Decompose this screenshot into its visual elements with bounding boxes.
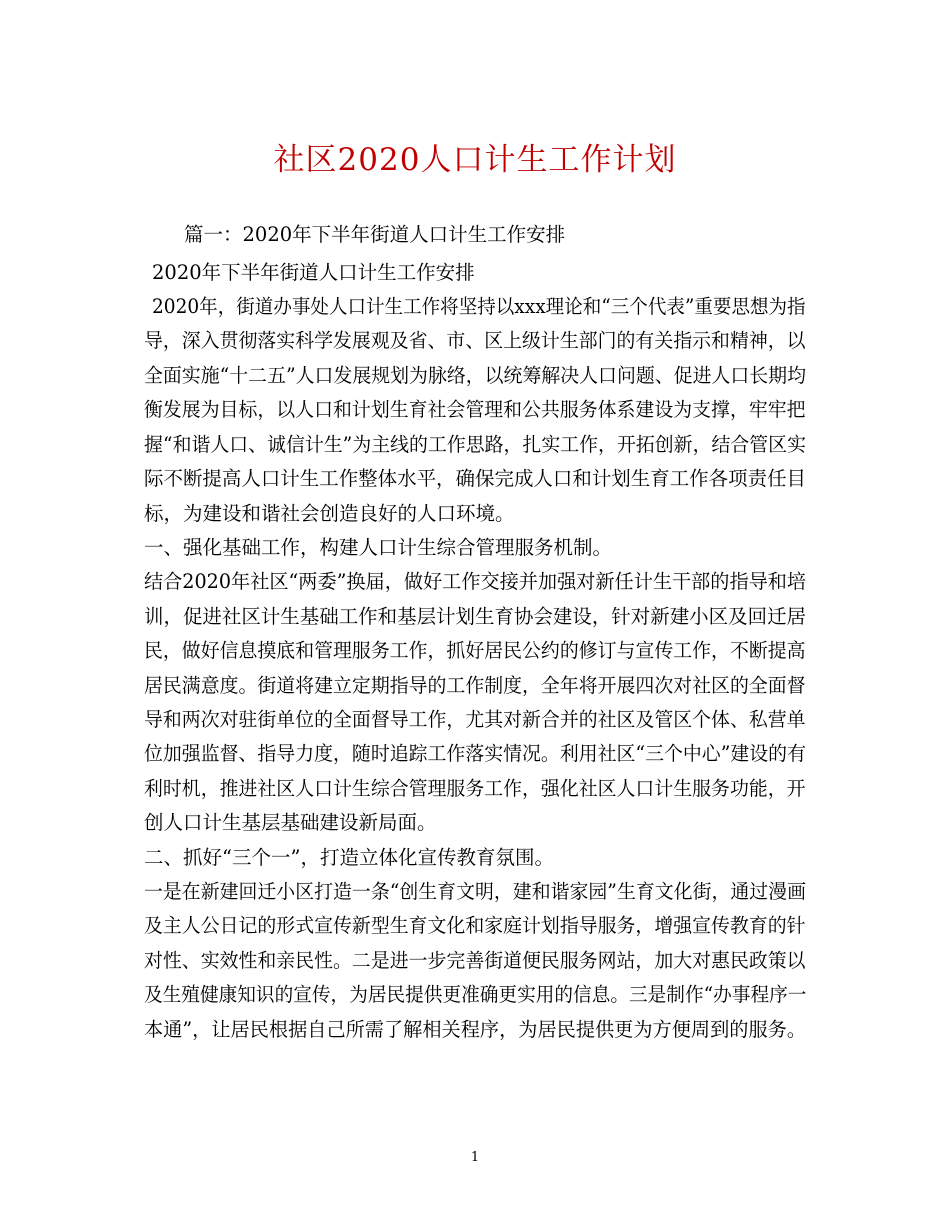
paragraph-line: 利时机，推进社区人口计生综合管理服务工作，强化社区人口计生服务功能，开 [144,777,806,800]
paragraph-line: 及生殖健康知识的宣传，为居民提供更准确更实用的信息。三是制作“办事程序一 [144,983,807,1006]
paragraph-line: 2020年，街道办事处人口计生工作将坚持以xxx理论和“三个代表”重要思想为指 [152,295,806,318]
paragraph-line: 导和两次对驻街单位的全面督导工作，尤其对新合并的社区及管区个体、私营单 [144,708,806,731]
paragraph-line: 创人口计生基层基础建设新局面。 [144,811,437,834]
paragraph-line: 居民满意度。街道将建立定期指导的工作制度，全年将开展四次对社区的全面督 [144,674,806,697]
paragraph-line: 位加强监督、指导力度，随时追踪工作落实情况。利用社区“三个中心”建设的有 [144,742,806,765]
paragraph-line: 对性、实效性和亲民性。二是进一步完善街道便民服务网站，加大对惠民政策以 [144,949,806,972]
page-number: 1 [470,1150,480,1165]
subheading: 2020年下半年街道人口计生工作安排 [152,261,475,284]
paragraph-line: 全面实施“十二五”人口发展规划为脉络，以统筹解决人口问题、促进人口长期均 [144,364,806,387]
section-heading: 篇一：2020年下半年街道人口计生工作安排 [184,223,566,246]
paragraph-line: 标，为建设和谐社会创造良好的人口环境。 [144,502,515,525]
paragraph-line: 二、抓好“三个一”，打造立体化宣传教育氛围。 [144,846,554,869]
section-heading: 结合2020年社区“两委”换届，做好工作交接并加强对新任计生干部的指导和培 [144,570,807,593]
document-title: 社区2020人口计生工作计划 [273,142,677,178]
paragraph-line: 际不断提高人口计生工作整体水平，确保完成人口和计划生育工作各项责任目 [144,467,807,490]
paragraph-line: 本通”，让居民根据自己所需了解相关程序，为居民提供更为方便周到的服务。 [144,1018,807,1041]
paragraph-line: 民，做好信息摸底和管理服务工作，抓好居民公约的修订与宣传工作，不断提高 [144,639,806,662]
paragraph-line: 握“和谐人口、诚信计生”为主线的工作思路，扎实工作，开拓创新，结合管区实 [144,433,806,456]
paragraph-line: 导，深入贯彻落实科学发展观及省、市、区上级计生部门的有关指示和精神，以 [144,329,806,352]
paragraph-line: 一、强化基础工作，构建人口计生综合管理服务机制。 [144,536,613,559]
section-heading: 一是在新建回迁小区打造一条“创生育文明，建和谐家园”生育文化街，通过漫画 [144,880,806,903]
paragraph-line: 及主人公日记的形式宣传新型生育文化和家庭计划指导服务，增强宣传教育的针 [144,914,806,937]
paragraph-line: 训，促进社区计生基础工作和基层计划生育协会建设，针对新建小区及回迁居 [144,605,807,628]
paragraph-line: 衡发展为目标，以人口和计划生育社会管理和公共服务体系建设为支撑，牢牢把 [144,398,806,421]
